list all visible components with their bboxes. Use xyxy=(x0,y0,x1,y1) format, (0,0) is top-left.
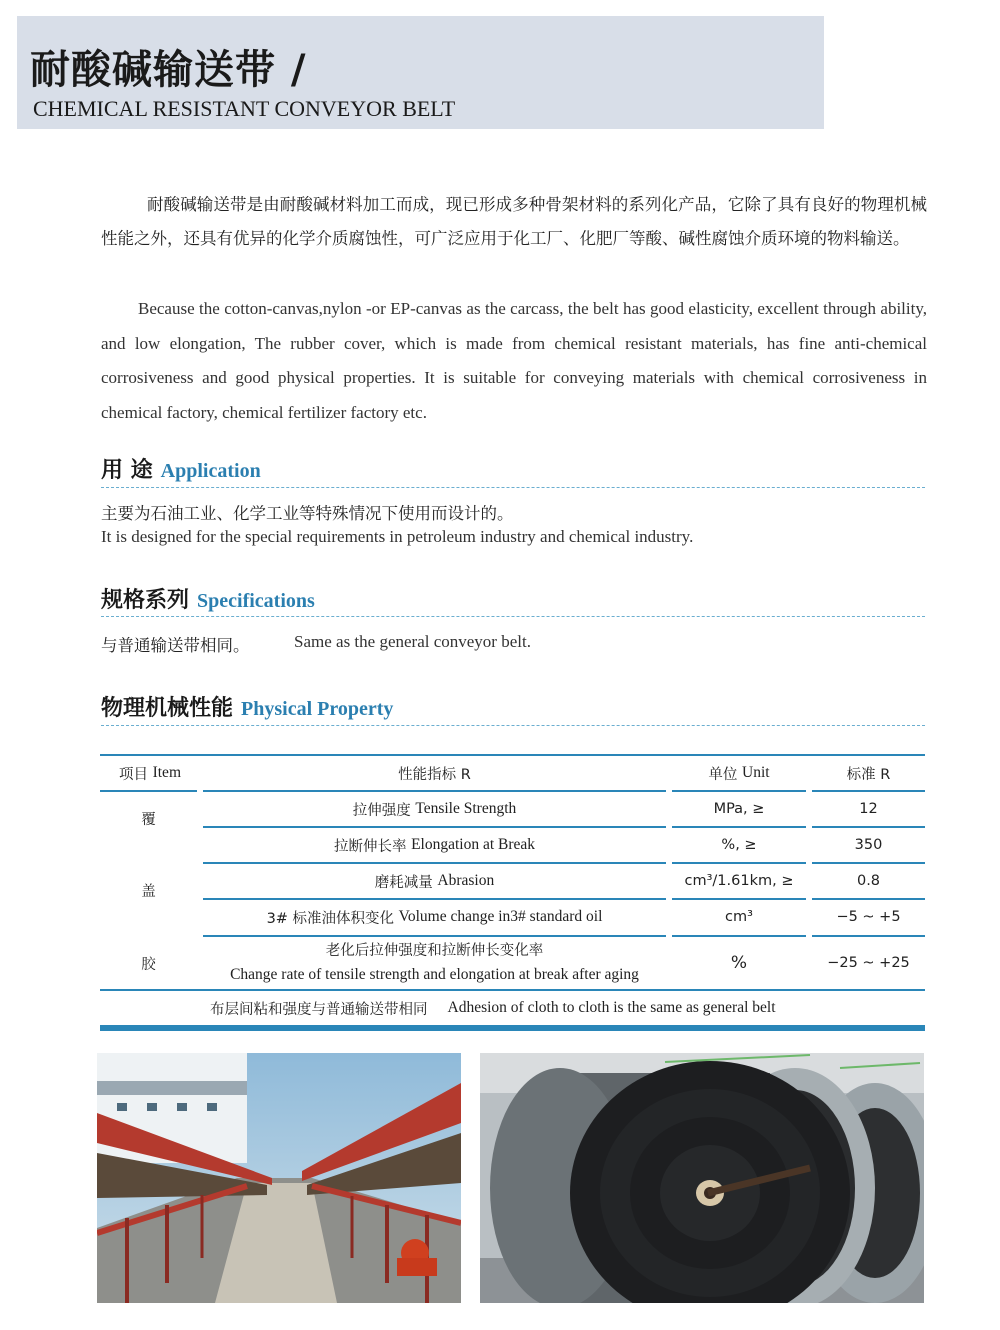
specifications-title-en: Specifications xyxy=(197,590,315,612)
application-title-en: Application xyxy=(160,460,261,482)
intro-paragraph-en: Because the cotton-canvas,nylon -or EP-canvas as the carcass, the belt has good elasticity, excellent through ability, and low elongation, The rubber cover, which is made from chemical resistant materials, has fine anti-chemical corrosiveness and good physical properties. It is suitable for conveying materials with chemical corrosiveness in chemical factory, chemical fertilizer factory etc. xyxy=(101,299,927,422)
physical-divider xyxy=(101,725,925,726)
table-row-index: 老化后拉伸强度和拉断伸长变化率 Change rate of tensile strength and elongation at break after aging xyxy=(230,943,639,983)
rule xyxy=(100,790,197,792)
table-row-standard: −5 ~ +5 xyxy=(836,909,901,925)
table-row-index: 3# 标准油体积变化 Volume change in3# standard oil xyxy=(266,908,603,927)
specifications-text-cn: 与普通输送带相同。 xyxy=(101,636,250,655)
table-row-standard: 12 xyxy=(859,801,878,817)
specifications-text-en: Same as the general conveyor belt. xyxy=(294,632,531,651)
physical-heading xyxy=(101,691,393,722)
group-char: 盖 xyxy=(141,883,156,900)
physical-title-en: Physical Property xyxy=(241,698,394,720)
physical-title-cn: 物理机械性能 xyxy=(101,696,234,721)
application-text-en: It is designed for the special requirements in petroleum industry and chemical industry. xyxy=(101,527,694,546)
table-row-unit: MPa, ≥ xyxy=(713,801,765,817)
belt-rolls-photo xyxy=(480,1053,924,1303)
table-row-standard: −25 ~ +25 xyxy=(827,955,910,971)
table-row-index: 拉断伸长率 Elongation at Break xyxy=(333,836,536,855)
specifications-divider xyxy=(101,616,925,617)
table-row-index: 磨耗减量 Abrasion xyxy=(374,872,495,891)
table-row-unit: cm³/1.61km, ≥ xyxy=(684,873,794,889)
group-char: 覆 xyxy=(141,811,156,828)
application-text-cn: 主要为石油工业、化学工业等特殊情况下使用而设计的。 xyxy=(101,504,514,523)
application-divider xyxy=(101,487,925,488)
table-footer: 布层间粘和强度与普通输送带相同 Adhesion of cloth to cloth is the same as general belt xyxy=(210,999,776,1018)
table-row-standard: 350 xyxy=(854,837,883,853)
table-row-unit: % xyxy=(730,953,748,973)
table-row-standard: 0.8 xyxy=(856,873,881,889)
intro-paragraph-cn: 耐酸碱输送带是由耐酸碱材料加工而成，现已形成多种骨架材料的系列化产品，它除了具有良好的物理机械性能之外，还具有优异的化学介质腐蚀性，可广泛应用于化工厂、化肥厂等酸、碱性腐蚀介质环境的物料输送。 xyxy=(101,195,927,248)
application-title-cn: 用 途 xyxy=(101,458,153,483)
table-row-unit: %, ≥ xyxy=(721,837,757,853)
page-title-cn: 耐酸碱输送带 / xyxy=(30,47,307,93)
header-item: 项目 Item xyxy=(118,764,181,783)
table-bottom-rule xyxy=(100,1025,925,1031)
specifications-title-cn: 规格系列 xyxy=(101,588,190,613)
application-heading xyxy=(101,453,261,484)
table-row-index: 拉伸强度 Tensile Strength xyxy=(352,800,517,819)
group-char: 胶 xyxy=(141,956,156,973)
page-title-en: CHEMICAL RESISTANT CONVEYOR BELT xyxy=(33,96,456,121)
conveyor-line-photo xyxy=(97,1053,461,1303)
header-unit: 单位 Unit xyxy=(708,764,770,783)
specifications-heading xyxy=(101,583,315,614)
table-row-unit: cm³ xyxy=(725,909,753,925)
header-standard: 标准 R xyxy=(846,766,891,783)
header-index: 性能指标 R xyxy=(398,766,471,783)
